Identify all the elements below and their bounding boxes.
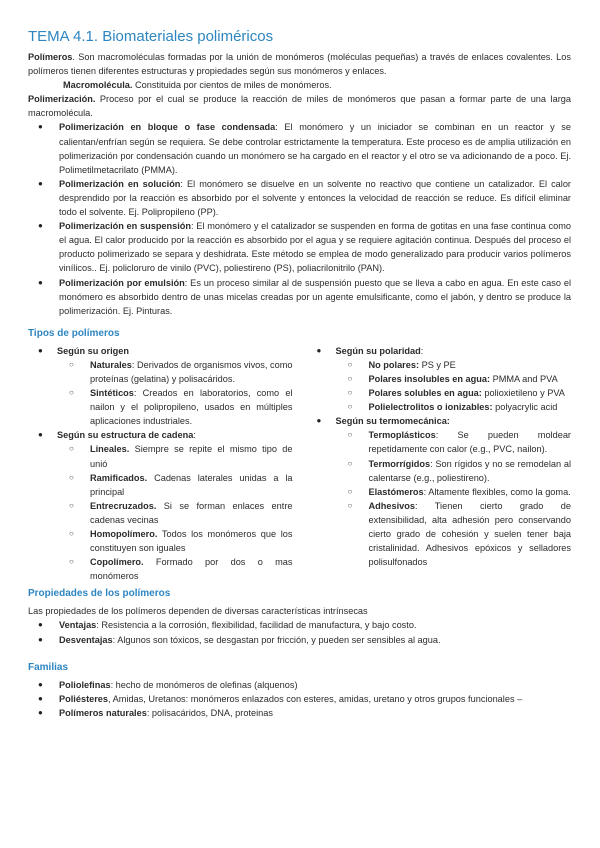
list-item bbox=[57, 358, 293, 386]
term: Polímeros bbox=[28, 52, 73, 62]
definition-text: . Son macromoléculas formadas por la unión de monómeros (moléculas pequeñas) a través de enlaces covalentes. Los polímeros tienen diferentes estructuras y propiedades según sus monómeros y enlaces. bbox=[28, 52, 571, 77]
term: Copolímero. bbox=[90, 557, 144, 568]
definition-polimeros bbox=[28, 50, 571, 78]
term: Ventajas bbox=[59, 620, 97, 631]
classification-polaridad: ● Según su polaridad: ○ No polares: PS y PE ○ Polares insolubles en agua: PMMA and PVA ○ Polares solubles en agua: polioxietileno y PVA ○ Polielectrolitos o ionizables: polyacrylic acid bbox=[307, 344, 572, 414]
list-item bbox=[336, 499, 572, 569]
list-item bbox=[336, 485, 572, 499]
classification-origen bbox=[28, 344, 293, 429]
item-text: : El monómero y el catalizador se suspenden en forma de gotitas en una fase continua como el agua. El calor producido por la reacción es absorbido por el agua y se requiere agitación continua. Después del proceso el producto polimerizado se separa y deshidrata. Este método se emplea de modo generalizado para producir varios polímeros vinílicos.. Ej. policloruro de vinilo (PVC), poliestireno (PS), poliacrilonitrilo (PAN). bbox=[59, 221, 571, 274]
list-item bbox=[28, 678, 571, 692]
sublist bbox=[336, 428, 572, 569]
classification-label: Según su polaridad bbox=[335, 345, 421, 356]
propiedades-intro: Las propiedades de los polímeros dependen de diversas características intrínsecas bbox=[28, 606, 368, 617]
term: Entrecruzados. bbox=[90, 500, 157, 511]
tipos-column-left bbox=[28, 344, 293, 584]
list-item bbox=[57, 442, 293, 470]
item-text: , Amidas, Uretanos: monómeros enlazados con esteres, amidas, uretano y otros grupos funcionales – bbox=[108, 693, 523, 704]
item-text: : El monómero y un iniciador se combinan en un reactor y se calientan/enfrían según se requiera. Se debe controlar estrictamente la temperatura. Este proceso es de amplia utilización en polimerización por condensación cuando un monómero se ha cargado en el reactor y el otro se va adicionando de a poco. Ej. Polimetilmetacrilato (PMMA). bbox=[59, 122, 571, 175]
classification-label: Según su estructura de cadena bbox=[57, 430, 194, 441]
page-title: TEMA 4.1. Biomateriales poliméricos bbox=[28, 28, 274, 45]
classification-termomecanica bbox=[307, 414, 572, 569]
item-text: Cadenas laterales unidas a la principal bbox=[90, 472, 293, 497]
item-text: Formado por dos o mas monómeros bbox=[90, 557, 293, 582]
item-text: : Resistencia a la corrosión, flexibilidad, facilidad de manufactura, y bajo costo. bbox=[96, 620, 417, 631]
term: Poliésteres bbox=[59, 693, 109, 704]
item-text: Siempre se repite el mismo tipo de unió bbox=[90, 444, 293, 469]
definition-text: Proceso por el cual se produce la reacción de miles de monómeros que pasan a formar parte de una larga macromolécula. bbox=[28, 94, 571, 119]
classification-estructura: ● Según su estructura de cadena: ○ Lineales. Siempre se repite el mismo tipo de unió ○ Ramificados. Cadenas laterales unidas a la principal ○ Entrecruzados. Si se forman enlaces entre cadenas vecinas ○ Homopolímero. Todos los monómeros que los constituyen son iguales ○ Copolímero. Formado por dos o mas monómeros bbox=[28, 428, 293, 583]
item-text: polioxietileno y PVA bbox=[481, 388, 565, 399]
item-text: Todos los monómeros que los constituyen son iguales bbox=[90, 529, 293, 554]
list-item bbox=[57, 386, 293, 428]
sublist bbox=[336, 358, 572, 414]
term: No polares: bbox=[368, 359, 420, 370]
term: Sintéticos bbox=[90, 388, 134, 399]
item-text: PMMA and PVA bbox=[490, 373, 558, 384]
classification-label: Según su termomecánica: bbox=[335, 416, 450, 427]
term: Elastómeros bbox=[368, 486, 424, 497]
section-heading-familias: Familias bbox=[28, 661, 69, 673]
term: Naturales bbox=[90, 359, 132, 370]
definition-macromolecula bbox=[28, 78, 571, 92]
term: Desventajas bbox=[59, 634, 113, 645]
term: Macromolécula. bbox=[63, 80, 133, 91]
list-item bbox=[336, 457, 572, 485]
item-text: : Se pueden moldear repetidamente con calor (e.g., PVC, nailon). bbox=[368, 430, 571, 455]
list-item bbox=[28, 618, 571, 632]
list-item bbox=[28, 706, 571, 720]
classification-label: Según su origen bbox=[57, 345, 129, 356]
list-item bbox=[28, 633, 571, 647]
term: Lineales. bbox=[90, 444, 130, 455]
polimerizacion-methods-list bbox=[28, 120, 571, 317]
list-item bbox=[28, 120, 571, 176]
list-item bbox=[28, 692, 571, 706]
list-item bbox=[336, 428, 572, 456]
section-heading-propiedades: Propiedades de los polímeros bbox=[28, 588, 171, 600]
list-item bbox=[336, 372, 572, 386]
item-text: : Algunos son tóxicos, se desgastan por fricción, y pueden ser sensibles al agua. bbox=[112, 634, 441, 645]
term: Polielectrolitos o ionizables: bbox=[368, 402, 493, 413]
classification-list bbox=[307, 344, 572, 570]
sublist bbox=[57, 358, 293, 428]
item-text: PS y PE bbox=[419, 359, 456, 370]
term: Polares solubles en agua: bbox=[368, 388, 482, 399]
list-item bbox=[28, 276, 571, 318]
item-text: : Tienen cierto grado de extensibilidad, alta adhesión pero conservando cierto grado de cohesión y suelen tener baja cristalinidad. Adhesivos epóxicos y selladores polisulfonados bbox=[368, 500, 571, 568]
propiedades-list bbox=[28, 618, 571, 646]
definition-text: Constituida por cientos de miles de monómeros. bbox=[132, 80, 332, 91]
list-item bbox=[28, 177, 571, 219]
classification-list bbox=[28, 344, 293, 584]
term: Polimerización en solución bbox=[59, 178, 181, 189]
term: Polimerización en bloque o fase condensada bbox=[59, 122, 276, 133]
item-text: : Derivados de organismos vivos, como proteínas (gelatina) y polisacáridos. bbox=[90, 359, 293, 384]
term: Polares insolubles en agua: bbox=[368, 373, 491, 384]
section-heading-tipos: Tipos de polímeros bbox=[28, 327, 120, 339]
term: Polimerización. bbox=[28, 94, 96, 105]
definition-polimerizacion bbox=[28, 92, 571, 120]
sublist bbox=[57, 442, 293, 583]
tipos-columns bbox=[28, 344, 571, 584]
term: Polimerización por emulsión bbox=[59, 277, 185, 288]
item-text: Si se forman enlaces entre cadenas vecinas bbox=[90, 500, 293, 525]
item-text: : Es un proceso similar al de suspensión puesto que se lleva a cabo en agua. En este caso el monómero es absorbido dentro de unas micelas creadas por un agente emulsificante, como el jabón, y dentro se produce la polimerización. Ej. Pinturas. bbox=[59, 277, 571, 316]
familias-list bbox=[28, 678, 571, 720]
list-item bbox=[336, 400, 572, 414]
term: Ramificados. bbox=[90, 472, 148, 483]
item-text: : Creados en laboratorios, como el nailon y el polipropileno, usados en múltiples aplicaciones industriales. bbox=[90, 388, 293, 427]
list-item bbox=[28, 219, 571, 275]
term: Poliolefinas bbox=[59, 679, 111, 690]
term: Termoplásticos bbox=[368, 430, 436, 441]
list-item bbox=[57, 499, 293, 527]
list-item bbox=[57, 471, 293, 499]
list-item bbox=[57, 555, 293, 583]
term: Polímeros naturales bbox=[59, 707, 147, 718]
term: Polimerización en suspensión bbox=[59, 221, 192, 232]
tipos-column-right bbox=[307, 344, 572, 584]
term: Adhesivos bbox=[368, 500, 415, 511]
term: Termorrígidos bbox=[368, 458, 431, 469]
list-item bbox=[336, 386, 572, 400]
item-text: : hecho de monómeros de olefinas (alquenos) bbox=[110, 679, 298, 690]
list-item bbox=[336, 358, 572, 372]
item-text: : Son rígidos y no se remodelan al calentarse (e.g., poliestireno). bbox=[368, 458, 571, 483]
item-text: : Altamente flexibles, como la goma. bbox=[423, 486, 571, 497]
item-text: : polisacáridos, DNA, proteinas bbox=[146, 707, 273, 718]
item-text: : El monómero se disuelve en un solvente no reactivo que contiene un catalizador. El calor desprendido por la reacción es absorbido por el solvente y entonces la velocidad de reacción se reduce. Es difícil eliminar todo el solvente. Ej. Polipropileno (PP). bbox=[59, 178, 571, 218]
list-item bbox=[57, 527, 293, 555]
term: Homopolímero. bbox=[90, 529, 158, 539]
item-text: polyacrylic acid bbox=[492, 402, 558, 413]
